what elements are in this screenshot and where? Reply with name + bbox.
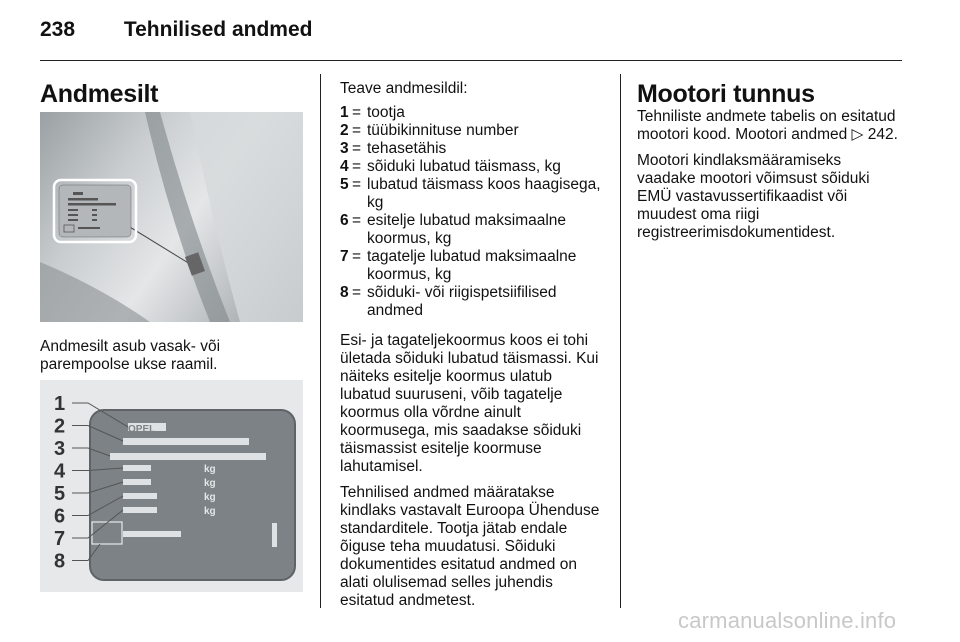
column-divider-2 xyxy=(620,74,621,608)
callout-number-7: 7 xyxy=(54,528,66,550)
list-item-2: 2 = tüübikinnituse number xyxy=(340,122,519,139)
list-intro: Teave andmesildil: xyxy=(340,80,468,97)
watermark-brand: carmanualsonline.info xyxy=(678,608,897,633)
list-item-3: 3 = tehasetähis xyxy=(340,140,447,157)
list-item-4: 4 = sõiduki lubatud täismass, kg xyxy=(340,158,561,175)
column-3 xyxy=(637,108,903,250)
section-heading-andmesilt: Andmesilt xyxy=(40,80,159,108)
label-plate-figure xyxy=(40,380,303,592)
plate-unit-4: kg xyxy=(204,506,216,517)
header-rule xyxy=(40,60,902,61)
engine-code-paragraph: Tehniliste andmete tabelis on esitatud mootori kood. Mootori andmed ▷ 242. xyxy=(637,108,898,143)
page-title: Tehnilised andmed xyxy=(123,18,313,41)
callout-number-6: 6 xyxy=(54,505,66,528)
callout-numbers xyxy=(54,393,66,573)
list-item-8: 8 = sõiduki- või riigispetsiifilised andmed xyxy=(340,284,557,319)
plate-brand-text: OPEL xyxy=(128,424,156,435)
list-item-7: 7 = tagatelje lubatud maksimaalne koormus, kg xyxy=(340,248,577,283)
page-header xyxy=(40,18,313,42)
axle-load-paragraph: Esi- ja tagateljekoormus koos ei tohi ületada sõiduki lubatud täismassi. Kui näiteks esitelje koormus ulatub lubatud suuruseni, võib tagatelje koormus olla võrdne ainult koormusega, mis saadakse sõiduki täismassist esitelje koormuse lahutamisel. xyxy=(340,332,599,475)
plate-unit-1: kg xyxy=(204,464,216,475)
label-plate-illustration xyxy=(40,380,303,592)
plate-unit-3: kg xyxy=(204,492,216,503)
engine-identification-paragraph: Mootori kindlaksmääramiseks vaadake mootori võimsust sõiduki EMÜ vastavussertifikaadist või muudest oma riigi registreerimisdokumentidest. xyxy=(637,152,870,241)
door-frame-illustration xyxy=(40,112,303,322)
section-heading-mootori-tunnus: Mootori tunnus xyxy=(637,80,815,108)
callout-number-5: 5 xyxy=(54,483,66,505)
page-number: 238 xyxy=(40,18,76,41)
list-item-5: 5 = lubatud täismass koos haagisega, kg xyxy=(340,176,601,211)
label-info-list xyxy=(340,104,602,320)
callout-number-8: 8 xyxy=(54,550,66,573)
callout-number-4: 4 xyxy=(54,460,66,483)
list-item-1: 1 = tootja xyxy=(340,104,405,121)
callout-number-2: 2 xyxy=(54,415,66,438)
callout-number-3: 3 xyxy=(54,438,66,460)
door-frame-photo xyxy=(40,112,303,322)
column-2 xyxy=(340,80,602,618)
standards-paragraph: Tehnilised andmed määratakse kindlaks vastavalt Euroopa Ühenduse standarditele. Tootja jätab endale õiguse teha muudatusi. Sõiduki dokumentides esitatud andmed on alati olulisemad selles juhendis esitatud andmetest. xyxy=(340,484,600,609)
list-item-6: 6 = esitelje lubatud maksimaalne koormus, kg xyxy=(340,212,567,247)
plate-unit-2: kg xyxy=(204,478,216,489)
caption-text: Andmesilt asub vasak- või parempoolse ukse raamil. xyxy=(40,338,221,373)
column-divider-1 xyxy=(320,74,321,608)
callout-number-1: 1 xyxy=(54,393,66,415)
